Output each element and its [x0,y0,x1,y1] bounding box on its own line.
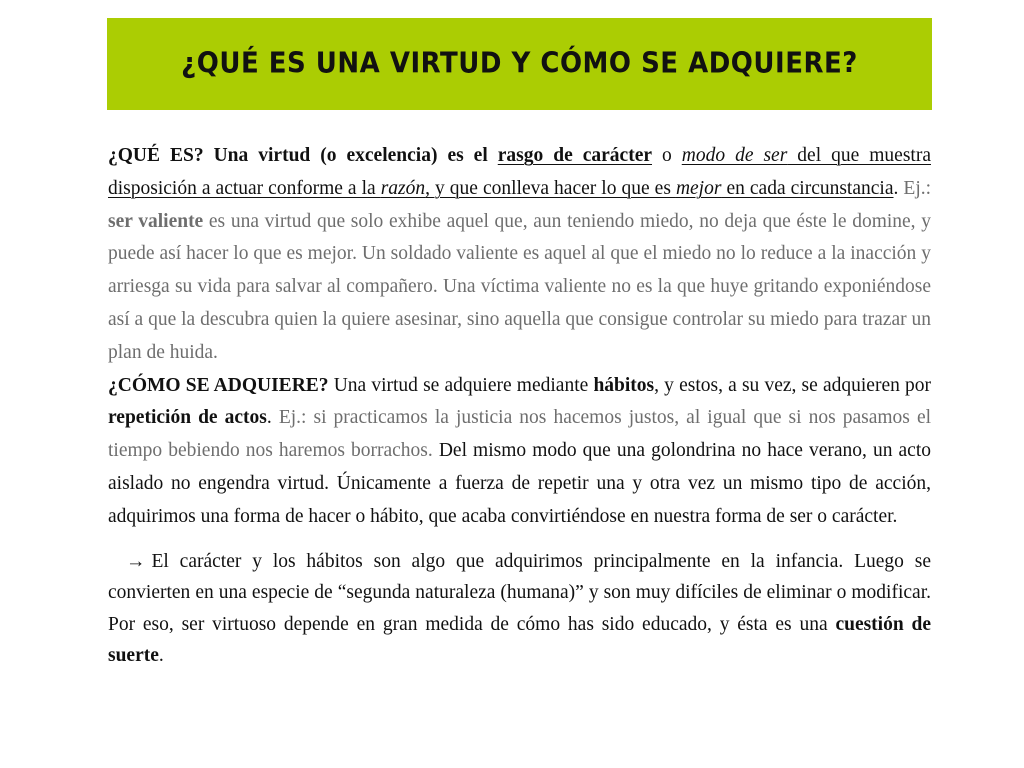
definition-text-b: , y que conlleva hacer lo que es [425,177,676,199]
heading-como-se-adquiere: ¿CÓMO SE ADQUIERE? [108,374,329,396]
text-period: . [266,407,279,429]
page-title: ¿QUÉ ES UNA VIRTUD Y CÓMO SE ADQUIERE? [181,47,858,81]
text-caracter: El carácter y los hábitos son algo que adquirimos principalmente en la infancia. Luego se convierten en una especie de “segunda naturaleza (humana)” y son muy difíciles de eliminar o modificar. Por eso, ser virtuoso depende en gran medida de cómo has sido educado, y ésta es una [108,550,931,635]
term-modo-de-ser: modo de ser [681,145,788,166]
text-period: . [893,177,904,199]
document-body [108,140,931,672]
example-term-valiente: ser valiente [108,210,204,232]
arrow-right-icon: → [126,550,146,572]
term-rasgo-caracter: rasgo de carácter [497,145,652,166]
term-habitos: hábitos [593,374,655,396]
heading-que-es: ¿QUÉ ES? Una virtud (o excelencia) es el [108,145,488,166]
text-connector: o [652,145,682,166]
term-mejor: mejor [675,177,722,199]
paragraph-que-es [108,140,931,370]
paragraph-caracter-infancia [108,546,931,672]
definition-text-c: en cada circunstancia [721,177,894,199]
term-cuestion-suerte: cuestión de suerte [108,613,932,667]
paragraph-como-se-adquiere [108,370,931,534]
term-repeticion-actos: repetición de actos [108,407,267,429]
text-habitos-intro: Una virtud se adquiere mediante [328,374,594,396]
term-razon: razón [380,177,426,199]
example-label: Ej.: [903,177,932,199]
text-period: . [158,645,164,667]
example-text-valiente: es una virtud que solo exhibe aquel que, aun teniendo miedo, no deja que éste le domine, y puede así hacer lo que es mejor. Un soldado valiente es aquel al que el miedo no lo reduce a la inacción y arriesga su vida para salvar al compañero. Una víctima valiente no es la que huye gritando exponiéndose así a que la descubra quien la quiere asesinar, sino aquella que consigue controlar su miedo para trazar un plan de huida. [108,210,931,363]
definition-text-a: del que muestra disposición a actuar conforme a la [108,145,931,199]
text-habitos-middle: , y estos, a su vez, se adquieren por [654,374,932,396]
example-justicia: Ej.: si practicamos la justicia nos hacemos justos, al igual que si nos pasamos el tiempo bebiendo nos haremos borrachos. [108,407,932,462]
title-banner [107,18,932,110]
text-golondrina: Del mismo modo que una golondrina no hace verano, un acto aislado no engendra virtud. Únicamente a fuerza de repetir una y otra vez un mismo tipo de acción, adquirimos una forma de hacer o hábito, que acaba convirtiéndose en nuestra forma de ser o carácter. [108,440,931,527]
